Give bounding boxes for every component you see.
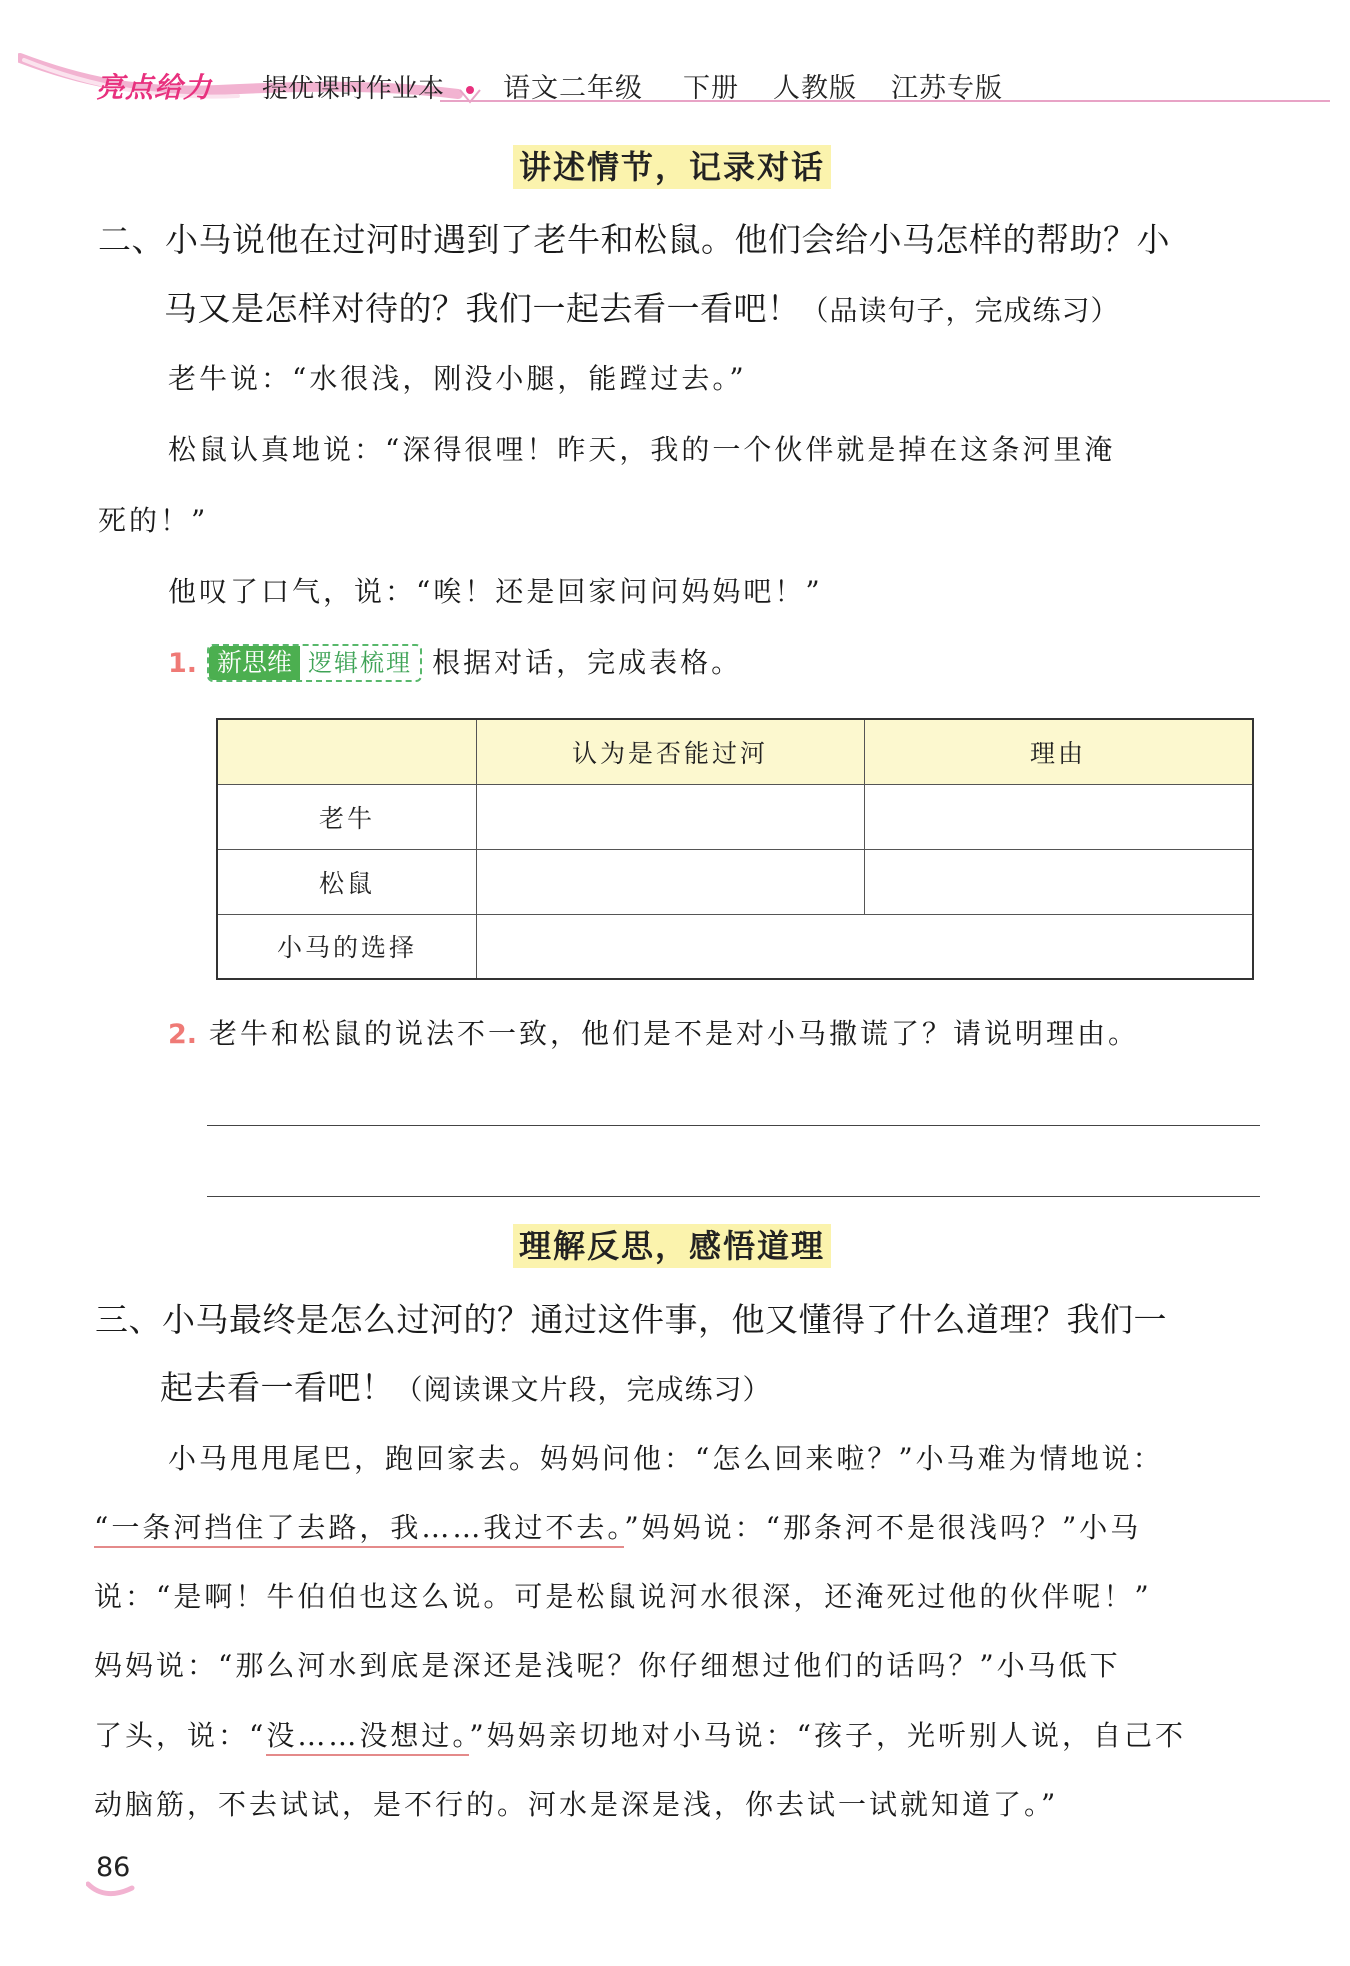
question-3-line1: 三、小马最终是怎么过河的？通过这件事，他又懂得了什么道理？我们一 xyxy=(95,1300,1167,1339)
question-3-prompt: 起去看一看吧！ xyxy=(160,1368,395,1407)
story-line-5-pre: 了头，说：“ xyxy=(94,1719,267,1752)
section-title-narrate: 讲述情节，记录对话 xyxy=(513,145,831,189)
task-2-number: 2. xyxy=(168,1018,198,1050)
task-2-text: 老牛和松鼠的说法不一致，他们是不是对小马撒谎了？请说明理由。 xyxy=(209,1017,1140,1050)
table-row-label-ox: 老牛 xyxy=(318,803,375,833)
underlined-quote-blocked: “一条河挡住了去路，我……我过不去。 xyxy=(94,1511,624,1548)
header-region: 江苏专版 xyxy=(891,73,1003,104)
question-2-prompt: 马又是怎样对待的？我们一起去看一看吧！ xyxy=(164,289,801,328)
answer-cell-squirrel-can-cross[interactable] xyxy=(476,849,864,914)
brand-logo-text: 亮点给力 xyxy=(96,71,213,104)
passage-horse-line: 他叹了口气，说：“唉！还是回家问问妈妈吧！” xyxy=(168,575,823,608)
answer-line-1[interactable] xyxy=(207,1125,1260,1126)
question-3-line2 xyxy=(160,1366,772,1412)
answer-cell-ox-reason[interactable] xyxy=(864,784,1252,849)
tag-main-label: 新思维 xyxy=(209,646,300,680)
question-2-line1: 二、小马说他在过河时遇到了老牛和松鼠。他们会给小马怎样的帮助？小 xyxy=(98,220,1170,259)
answer-cell-horse-choice[interactable] xyxy=(476,914,1252,978)
answer-line-2[interactable] xyxy=(207,1196,1260,1197)
story-line-4: 妈妈说：“那么河水到底是深还是浅呢？你仔细想过他们的话吗？”小马低下 xyxy=(94,1649,1121,1682)
task-1 xyxy=(168,643,742,683)
passage-ox-line: 老牛说：“水很浅，刚没小腿，能蹚过去。” xyxy=(168,362,747,395)
question-3-instruction: （阅读课文片段，完成练习） xyxy=(394,1373,772,1406)
task-2 xyxy=(168,1014,1139,1054)
table-header-reason: 理由 xyxy=(1029,739,1086,768)
answer-table xyxy=(216,718,1254,980)
tag-sub-label: 逻辑梳理 xyxy=(308,649,413,677)
story-line-2-rest: ”妈妈说：“那条河不是很浅吗？”小马 xyxy=(624,1511,1142,1544)
answer-cell-squirrel-reason[interactable] xyxy=(864,849,1252,914)
task-1-number: 1. xyxy=(168,647,198,679)
table-divider xyxy=(218,914,1252,915)
page-number: 86 xyxy=(96,1852,131,1883)
header-dot xyxy=(466,86,474,94)
passage-squirrel-line1: 松鼠认真地说：“深得很哩！昨天，我的一个伙伴就是掉在这条河里淹 xyxy=(168,433,1116,466)
story-line-3: 说：“是啊！牛伯伯也这么说。可是松鼠说河水很深，还淹死过他的伙伴呢！” xyxy=(94,1580,1152,1613)
underlined-quote-not-thought: 没……没想过。 xyxy=(266,1719,469,1756)
story-line-6: 动脑筋，不去试试，是不行的。河水是深是浅，你去试一试就知道了。” xyxy=(94,1788,1059,1821)
story-line-2 xyxy=(94,1508,1141,1548)
table-divider xyxy=(218,784,1252,785)
table-divider xyxy=(476,720,477,978)
question-2-instruction: （品读句子，完成练习） xyxy=(800,294,1120,327)
table-row-label-squirrel: 松鼠 xyxy=(318,868,375,898)
question-2-line2 xyxy=(164,287,1120,333)
header-volume: 下册 xyxy=(683,73,739,104)
header-subject-grade: 语文二年级 xyxy=(503,73,643,104)
passage-squirrel-line2: 死的！” xyxy=(98,504,209,537)
story-line-5-rest: ”妈妈亲切地对小马说：“孩子，光听别人说，自己不 xyxy=(469,1719,1186,1752)
task-1-text: 根据对话，完成表格。 xyxy=(432,646,743,679)
new-thinking-tag xyxy=(207,644,422,682)
page-number-swoosh xyxy=(86,1880,136,1900)
table-header-can-cross: 认为是否能过河 xyxy=(571,739,768,768)
table-divider xyxy=(218,849,1252,850)
header-edition: 人教版 xyxy=(773,73,857,104)
story-line-1: 小马甩甩尾巴，跑回家去。妈妈问他：“怎么回来啦？”小马难为情地说： xyxy=(168,1442,1164,1475)
answer-cell-ox-can-cross[interactable] xyxy=(476,784,864,849)
table-divider xyxy=(864,720,865,914)
story-line-5 xyxy=(94,1716,1186,1756)
series-title: 提优课时作业本 xyxy=(262,74,445,104)
table-row-label-choice: 小马的选择 xyxy=(276,933,417,962)
section-title-reflect: 理解反思，感悟道理 xyxy=(513,1224,831,1268)
